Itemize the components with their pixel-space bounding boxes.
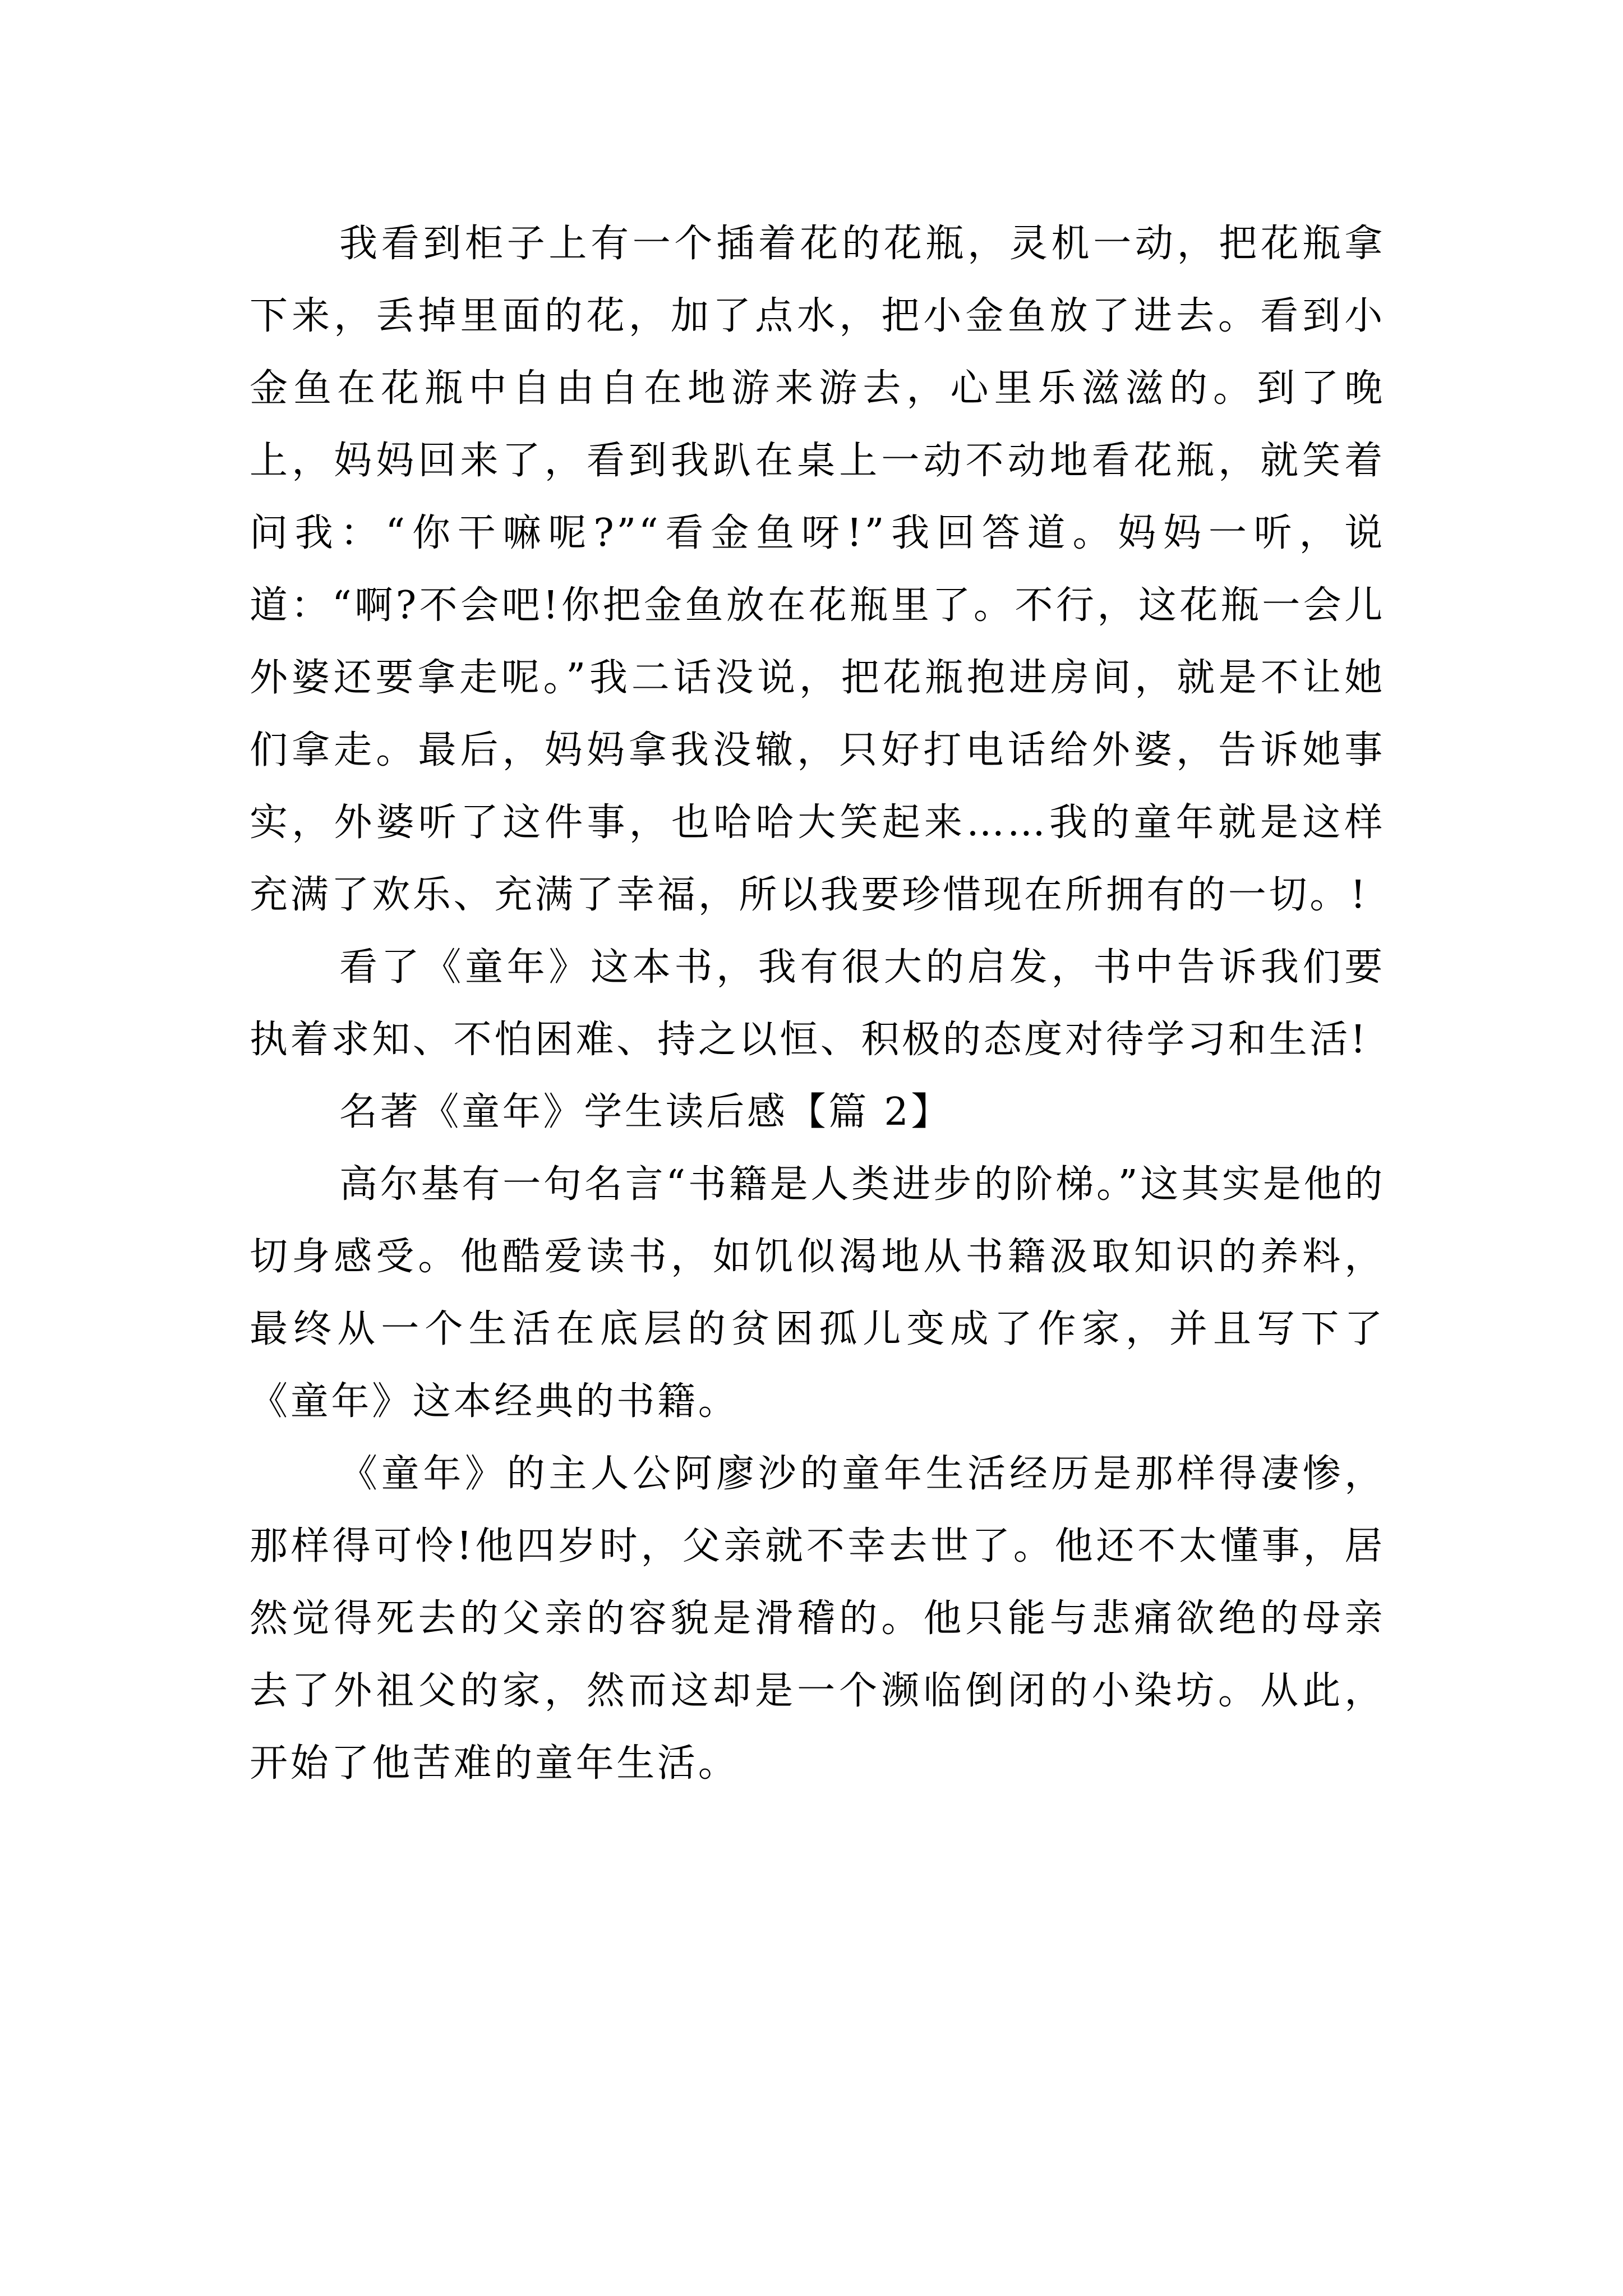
paragraph-alyosha-childhood: 《童年》的主人公阿廖沙的童年生活经历是那样得凄惨，那样得可怜!他四岁时，父亲就不幸去世了。他还不太懂事，居然觉得死去的父亲的容貌是滑稽的。他只能与悲痛欲绝的母亲去了外祖父的家，然而这却是一个濒临倒闭的小染坊。从此，开始了他苦难的童年生活。 — [250, 1452, 1385, 1786]
section-title-part-2: 名著《童年》学生读后感【篇 2】 — [339, 1090, 952, 1134]
article-body — [250, 208, 1385, 1800]
paragraph-goldfish-vase: 我看到柜子上有一个插着花的花瓶，灵机一动，把花瓶拿下来，丢掉里面的花，加了点水，把小金鱼放了进去。看到小金鱼在花瓶中自由自在地游来游去，心里乐滋滋的。到了晚上，妈妈回来了，看到我趴在桌上一动不动地看花瓶，就笑着问我：“你干嘛呢?”“看金鱼呀!”我回答道。妈妈一听，说道：“啊?不会吧!你把金鱼放在花瓶里了。不行，这花瓶一会儿外婆还要拿走呢。”我二话没说，把花瓶抱进房间，就是不让她们拿走。最后，妈妈拿我没辙，只好打电话给外婆，告诉她事实，外婆听了这件事，也哈哈大笑起来……我的童年就是这样充满了欢乐、充满了幸福，所以我要珍惜现在所拥有的一切。! — [250, 222, 1385, 917]
paragraph-book-inspiration: 看了《童年》这本书，我有很大的启发，书中告诉我们要执着求知、不怕困难、持之以恒、积极的态度对待学习和生活! — [250, 945, 1385, 1062]
paragraph-gorky-quote: 高尔基有一句名言“书籍是人类进步的阶梯。”这其实是他的切身感受。他酷爱读书，如饥似渴地从书籍汲取知识的养料，最终从一个生活在底层的贫困孤儿变成了作家，并且写下了《童年》这本经典的书籍。 — [250, 1162, 1385, 1424]
